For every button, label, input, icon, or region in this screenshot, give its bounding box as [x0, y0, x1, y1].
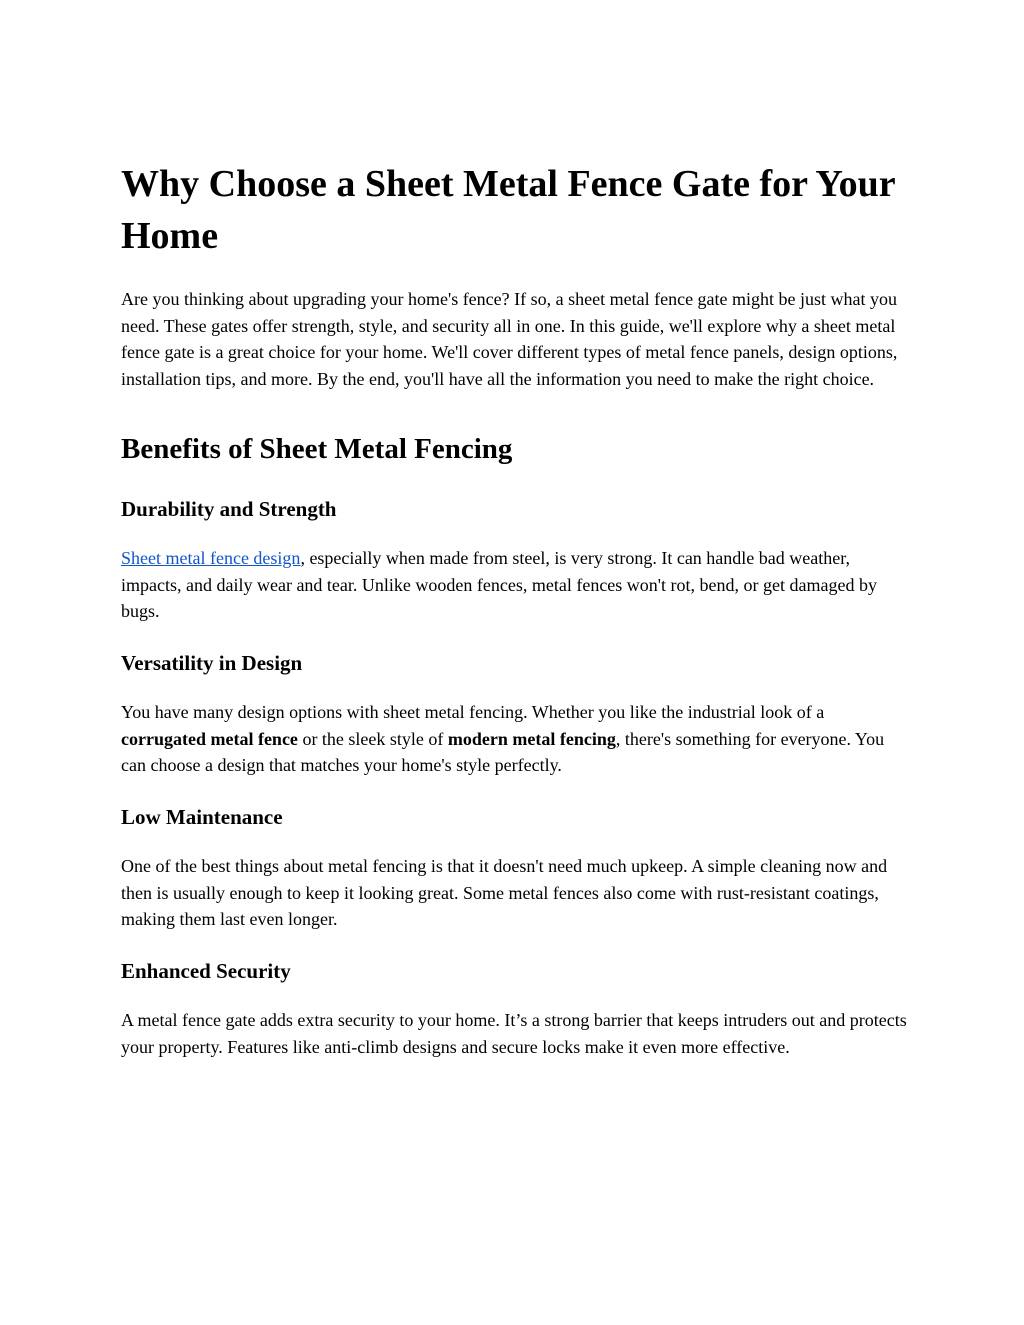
versatility-paragraph	[121, 699, 911, 779]
maintenance-heading: Low Maintenance	[121, 805, 283, 830]
security-heading: Enhanced Security	[121, 959, 291, 984]
durability-text: , especially when made from steel, is very strong. It can handle bad weather, impacts, and daily wear and tear. Unlike wooden fences, metal fences won't rot, bend, or get damaged by bugs.	[121, 547, 877, 622]
modern-metal-fencing-bold: modern metal fencing	[447, 728, 616, 749]
corrugated-metal-fence-bold: corrugated metal fence	[121, 728, 298, 749]
versatility-heading: Versatility in Design	[121, 650, 303, 675]
sheet-metal-fence-design-link[interactable]: Sheet metal fence design	[121, 547, 301, 568]
versatility-text-1: You have many design options with sheet metal fencing. Whether you like the industrial look of a	[121, 701, 825, 722]
benefits-heading: Benefits of Sheet Metal Fencing	[121, 432, 513, 465]
page-title: Why Choose a Sheet Metal Fence Gate for Your Home	[121, 163, 895, 257]
versatility-text-2: or the sleek style of	[297, 728, 448, 749]
versatility-text-3: , there's something for everyone. You can choose a design that matches your home's style perfectly.	[121, 728, 885, 776]
durability-paragraph	[121, 545, 911, 625]
document-page	[121, 158, 911, 1061]
security-paragraph: A metal fence gate adds extra security to your home. It’s a strong barrier that keeps intruders out and protects your property. Features like anti-climb designs and secure locks make it even more effective.	[121, 1010, 907, 1057]
intro-paragraph: Are you thinking about upgrading your home's fence? If so, a sheet metal fence gate might be just what you need. These gates offer strength, style, and security all in one. In this guide, we'll explore why a sheet metal fence gate is a great choice for your home. We'll cover different types of metal fence panels, design options, installation tips, and more. By the end, you'll have all the information you need to make the right choice.	[121, 289, 898, 390]
durability-heading: Durability and Strength	[121, 496, 337, 521]
maintenance-paragraph: One of the best things about metal fencing is that it doesn't need much upkeep. A simple cleaning now and then is usually enough to keep it looking great. Some metal fences also come with rust-resistant coatings, making them last even longer.	[121, 856, 888, 930]
